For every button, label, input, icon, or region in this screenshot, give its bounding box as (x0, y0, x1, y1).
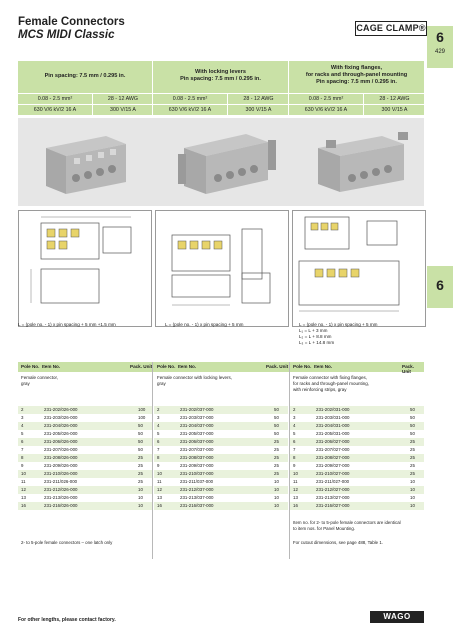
column-header: Item No. (42, 364, 61, 369)
table-header (18, 362, 424, 372)
table-row[interactable] (18, 470, 152, 478)
column-header: Pole No. (21, 364, 40, 369)
table-row[interactable] (290, 446, 424, 454)
item-number: 231-216/026-000 (44, 503, 78, 508)
pack-unit: 50 (410, 407, 415, 412)
table-row[interactable] (290, 494, 424, 502)
table-row[interactable] (290, 502, 424, 510)
pack-unit: 25 (274, 447, 279, 452)
pack-unit: 10 (410, 503, 415, 508)
pack-unit: 25 (274, 463, 279, 468)
item-number: 231-209/027-000 (316, 463, 350, 468)
table-row[interactable] (290, 422, 424, 430)
pack-unit: 10 (274, 503, 279, 508)
pole-number: 9 (21, 463, 24, 468)
table-row[interactable] (154, 438, 288, 446)
title-line-2: MCS MIDI Classic (18, 29, 115, 41)
column-header: Item No. (178, 364, 197, 369)
spec-range-awg: 28 - 12 AWG (227, 94, 289, 104)
spec-header (18, 61, 424, 115)
pack-unit: 10 (138, 503, 143, 508)
pole-number: 4 (157, 423, 160, 428)
pole-number: 12 (157, 487, 162, 492)
table-row[interactable] (154, 494, 288, 502)
pack-unit: 50 (274, 423, 279, 428)
pole-number: 16 (293, 503, 298, 508)
pole-number: 3 (157, 415, 160, 420)
table-row[interactable] (154, 422, 288, 430)
connector-photo-locking-levers (178, 134, 276, 194)
pack-unit: 25 (410, 447, 415, 452)
table-row[interactable] (18, 422, 152, 430)
pack-unit: 25 (410, 439, 415, 444)
pole-number: 11 (157, 479, 162, 484)
item-number: 231-208/027-000 (316, 455, 350, 460)
pack-unit: 10 (138, 495, 143, 500)
table-row[interactable] (154, 430, 288, 438)
pack-unit: 100 (138, 415, 146, 420)
table-row[interactable] (18, 502, 152, 510)
table-row[interactable] (290, 438, 424, 446)
item-number: 231-205/026-000 (44, 431, 78, 436)
item-number: 231-208/037-000 (180, 455, 214, 460)
pole-number: 2 (157, 407, 160, 412)
pack-unit: 50 (410, 415, 415, 420)
item-number: 231-205/031-000 (316, 431, 350, 436)
pole-number: 10 (293, 471, 298, 476)
table-note: For cutout dimensions, see page 488, Table 1. (293, 540, 383, 545)
spec-range-mm: 0.08 - 2.5 mm² (37, 96, 73, 102)
brand-label: CAGE CLAMP® (355, 21, 427, 36)
pole-number: 13 (293, 495, 298, 500)
table-row[interactable] (290, 470, 424, 478)
item-number: 231-210/027-000 (316, 471, 350, 476)
item-number: 231-212/026-000 (44, 487, 78, 492)
pack-unit: 10 (410, 479, 415, 484)
spec-rating-iec: 630 V/6 kV/2 16 A (33, 107, 77, 113)
spec-rating-ul: 300 V/15 A (92, 105, 153, 115)
item-number: 231-213/037-000 (180, 495, 214, 500)
footer-note: For other lengths, please contact factory. (18, 617, 116, 623)
column-header: Item No. (314, 364, 333, 369)
pole-number: 5 (293, 431, 296, 436)
item-number: 231-202/031-000 (316, 407, 350, 412)
section-description: Female connector with fixing flanges, for racks and through-panel mounting, with reinforcing strips, gray (293, 375, 370, 392)
item-number: 231-205/037-000 (180, 431, 214, 436)
spec-rating-iec: 630 V/6 kV/2 16 A (304, 107, 348, 113)
drawing-panel (18, 210, 424, 325)
table-row[interactable] (18, 430, 152, 438)
table-row[interactable] (154, 454, 288, 462)
column-header: Pack. Unit (402, 364, 415, 374)
item-number: 231-207/026-000 (44, 447, 78, 452)
item-number: 231-207/037-000 (180, 447, 214, 452)
item-number: 231-206/026-000 (44, 439, 78, 444)
pole-number: 9 (293, 463, 296, 468)
connector-photo-fixing-flanges (318, 132, 408, 192)
pack-unit: 25 (410, 463, 415, 468)
section-number-side: 6 (436, 277, 444, 293)
pack-unit: 25 (274, 439, 279, 444)
table-row[interactable] (154, 502, 288, 510)
pole-number: 4 (21, 423, 24, 428)
connector-photos (18, 118, 424, 206)
table-row[interactable] (154, 406, 288, 414)
spec-heading: With fixing flanges, for racks and through-panel mounting Pin spacing: 7.5 mm / 0.295 in. (305, 65, 408, 85)
title-line-1: Female Connectors (18, 16, 125, 28)
order-table (18, 362, 424, 559)
spec-rating-iec: 630 V/6 kV/2 16 A (168, 107, 212, 113)
connector-photo-standard (46, 136, 126, 194)
spec-rating-ul: 300 V/15 A (227, 105, 289, 115)
spec-range-mm: 0.08 - 2.5 mm² (308, 96, 344, 102)
spec-range-mm: 0.08 - 2.5 mm² (172, 96, 208, 102)
pack-unit: 50 (274, 431, 279, 436)
item-number: 231-204/037-000 (180, 423, 214, 428)
table-row[interactable] (18, 486, 152, 494)
table-row[interactable] (154, 470, 288, 478)
page-title (18, 16, 125, 42)
column-divider (152, 362, 153, 559)
pole-number: 5 (21, 431, 24, 436)
pack-unit: 25 (138, 463, 143, 468)
pole-number: 2 (21, 407, 24, 412)
pole-number: 9 (157, 463, 160, 468)
pole-number: 6 (293, 439, 296, 444)
pack-unit: 50 (138, 431, 143, 436)
pole-number: 8 (157, 455, 160, 460)
table-row[interactable] (154, 462, 288, 470)
column-divider (289, 362, 290, 559)
pack-unit: 10 (274, 487, 279, 492)
caption-locking-levers: L = (pole no. - 1) x pin spacing + 5 mm (165, 322, 244, 327)
pack-unit: 50 (274, 407, 279, 412)
table-row[interactable] (290, 462, 424, 470)
pack-unit: 25 (410, 471, 415, 476)
section-description: Female connector with locking levers, gray (157, 375, 233, 386)
pack-unit: 10 (274, 479, 279, 484)
table-row[interactable] (18, 406, 152, 414)
pack-unit: 50 (138, 447, 143, 452)
spec-range-awg: 28 - 12 AWG (92, 94, 153, 104)
item-number: 231-204/026-000 (44, 423, 78, 428)
table-row[interactable] (154, 478, 288, 486)
pole-number: 4 (293, 423, 296, 428)
table-row[interactable] (18, 438, 152, 446)
item-number: 231-211/026-000 (44, 479, 78, 484)
pole-number: 3 (21, 415, 24, 420)
item-number: 231-203/031-000 (316, 415, 350, 420)
pack-unit: 10 (274, 495, 279, 500)
drawing-standard (18, 210, 152, 327)
column-header: Pack. Unit (130, 364, 153, 369)
pack-unit: 25 (410, 455, 415, 460)
table-row[interactable] (18, 478, 152, 486)
pole-number: 13 (21, 495, 26, 500)
pack-unit: 10 (138, 487, 143, 492)
table-row[interactable] (18, 454, 152, 462)
pole-number: 12 (293, 487, 298, 492)
spec-column-1 (18, 61, 153, 115)
item-number: 231-203/037-000 (180, 415, 214, 420)
section-tab-side[interactable] (427, 266, 453, 308)
table-row[interactable] (154, 414, 288, 422)
table-row[interactable] (18, 494, 152, 502)
column-header: Pole No. (293, 364, 312, 369)
spec-heading: Pin spacing: 7.5 mm / 0.295 in. (44, 73, 126, 79)
spec-heading: With locking levers Pin spacing: 7.5 mm / 0.295 in. (180, 69, 261, 82)
pack-unit: 25 (274, 455, 279, 460)
spec-column-3 (289, 61, 424, 115)
pole-number: 16 (21, 503, 26, 508)
product-photo-panel (18, 118, 424, 206)
pack-unit: 25 (138, 455, 143, 460)
page-number: 429 (434, 49, 445, 55)
pole-number: 13 (157, 495, 162, 500)
table-row[interactable] (18, 414, 152, 422)
spec-rating-ul: 300 V/15 A (363, 105, 425, 115)
pole-number: 12 (21, 487, 26, 492)
pole-number: 6 (21, 439, 24, 444)
spec-column-2 (153, 61, 289, 115)
pack-unit: 50 (410, 431, 415, 436)
column-header: Pole No. (157, 364, 176, 369)
item-number: 231-210/026-000 (44, 471, 78, 476)
item-number: 231-206/027-000 (316, 439, 350, 444)
item-number: 231-211/027-000 (316, 479, 350, 484)
pack-unit: 50 (138, 423, 143, 428)
pole-number: 11 (293, 479, 298, 484)
item-number: 231-202/026-000 (44, 407, 78, 412)
table-row[interactable] (290, 414, 424, 422)
section-tab[interactable] (427, 26, 453, 68)
pole-number: 8 (21, 455, 24, 460)
column-header: Pack. Unit (266, 364, 289, 369)
pole-number: 10 (157, 471, 162, 476)
pack-unit: 10 (410, 495, 415, 500)
item-number: 231-212/037-000 (180, 487, 214, 492)
pole-number: 11 (21, 479, 26, 484)
pack-unit: 25 (274, 471, 279, 476)
item-number: 231-208/026-000 (44, 455, 78, 460)
item-number: 231-207/027-000 (316, 447, 350, 452)
section-description: Female connector, gray (21, 375, 59, 386)
item-number: 231-203/026-000 (44, 415, 78, 420)
pole-number: 6 (157, 439, 160, 444)
item-number: 231-210/037-000 (180, 471, 214, 476)
item-number: 231-216/027-000 (316, 503, 350, 508)
table-row[interactable] (290, 430, 424, 438)
caption-standard: L = (pole no. - 1) x pin spacing + 5 mm +1.5 mm (18, 322, 116, 327)
pack-unit: 10 (410, 487, 415, 492)
table-note: Item no. for 2- to 5-pole female connectors are identical to item nos. for Panel Mounting. (293, 520, 401, 531)
item-number: 231-206/037-000 (180, 439, 214, 444)
pack-unit: 50 (138, 439, 143, 444)
item-number: 231-211/037-000 (180, 479, 214, 484)
item-number: 231-213/027-000 (316, 495, 350, 500)
item-number: 231-209/037-000 (180, 463, 214, 468)
table-row[interactable] (290, 406, 424, 414)
table-row[interactable] (154, 446, 288, 454)
pole-number: 7 (293, 447, 296, 452)
pole-number: 10 (21, 471, 26, 476)
pole-number: 7 (157, 447, 160, 452)
pack-unit: 50 (274, 415, 279, 420)
pack-unit: 25 (138, 479, 143, 484)
item-number: 231-212/027-000 (316, 487, 350, 492)
pole-number: 16 (157, 503, 162, 508)
item-number: 231-213/026-000 (44, 495, 78, 500)
drawing-fixing-flanges (292, 210, 426, 327)
pole-number: 8 (293, 455, 296, 460)
spec-range-awg: 28 - 12 AWG (363, 94, 425, 104)
caption-fixing-flanges: L = (pole no. - 1) x pin spacing + 5 mm L₁ = L + 3 mm L₂ = L + 8.8 mm L₃ = L + 14.8 mm (299, 322, 378, 345)
item-number: 231-204/031-000 (316, 423, 350, 428)
pole-number: 3 (293, 415, 296, 420)
table-row[interactable] (154, 486, 288, 494)
table-note: 2- to 5-pole female connectors – one latch only (21, 540, 113, 545)
pole-number: 5 (157, 431, 160, 436)
pack-unit: 50 (410, 423, 415, 428)
item-number: 231-209/026-000 (44, 463, 78, 468)
item-number: 231-216/037-000 (180, 503, 214, 508)
table-row[interactable] (290, 486, 424, 494)
pack-unit: 100 (138, 407, 146, 412)
item-number: 231-202/037-000 (180, 407, 214, 412)
section-number: 6 (436, 29, 444, 45)
pole-number: 2 (293, 407, 296, 412)
table-row[interactable] (290, 478, 424, 486)
table-row[interactable] (290, 454, 424, 462)
table-row[interactable] (18, 446, 152, 454)
wago-logo: WAGO (370, 611, 424, 623)
pole-number: 7 (21, 447, 24, 452)
pack-unit: 25 (138, 471, 143, 476)
drawing-locking-levers (155, 210, 289, 327)
table-row[interactable] (18, 462, 152, 470)
